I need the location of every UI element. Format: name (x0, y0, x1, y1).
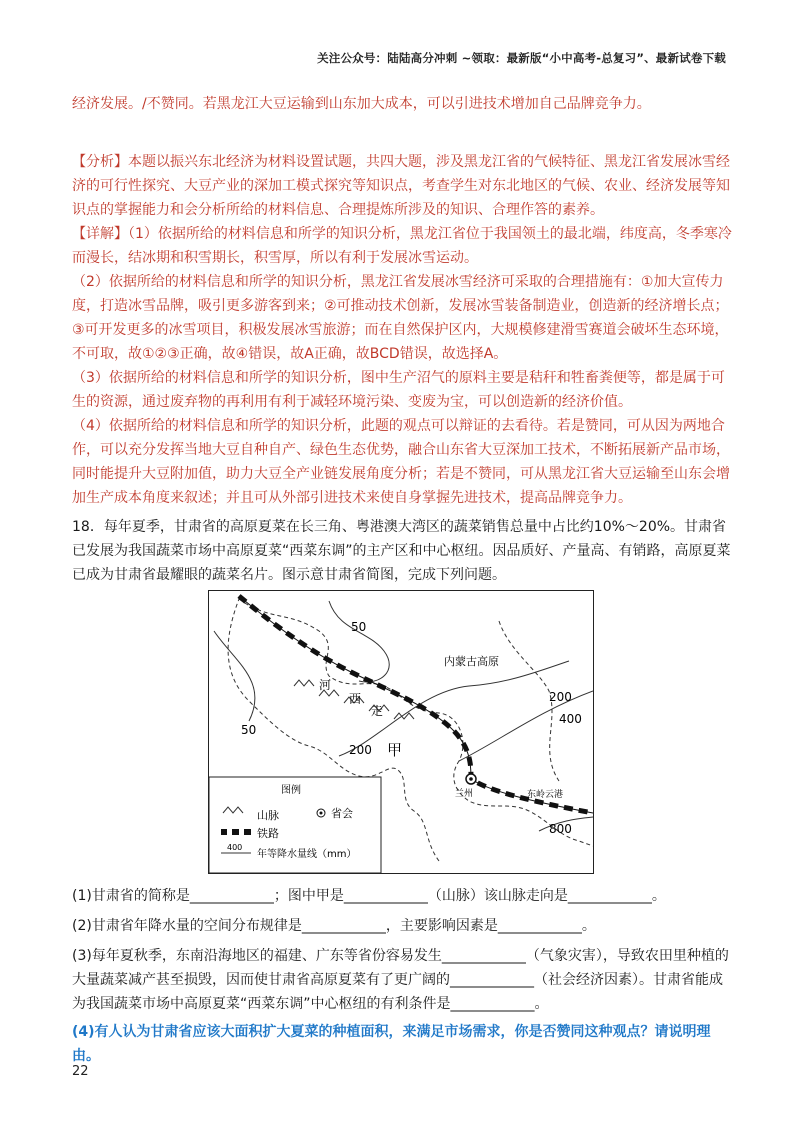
legend-isohyet: 年等降水量线（mm） (257, 849, 357, 860)
legend-mountain: 山脉 (257, 809, 279, 822)
q4: (4)有人认为甘肃省应该大面积扩大夏菜的种植面积，来满足市场需求，你是否赞同这种观点？请说明理由。 (72, 1024, 711, 1064)
question-18-subquestions (72, 884, 732, 1068)
map-svg (209, 591, 593, 873)
isohyet-value-50a: 50 (351, 620, 367, 634)
label-lanzhou: 兰州 (455, 789, 474, 799)
isohyet-value-200b: 200 (549, 690, 572, 704)
isohyet-400 (459, 691, 593, 761)
answer-tail: 经济发展。/不赞同。若黑龙江大豆运输到山东加大成本，可以引进技术增加自己品牌竞争力。 (72, 96, 651, 112)
analysis-text: 本题以振兴东北经济为材料设置试题，共四大题，涉及黑龙江省的气候特征、黑龙江省发展冰雪经济的可行性探究、大豆产业的深加工模式探究等知识点，考查学生对东北地区的气候、农业、经济发展等知识点的掌握能力和会分析所给的材料信息、合理提炼所涉及的知识、合理作答的素养。 (72, 154, 730, 218)
page-header: 关注公众号：陆陆高分冲刺 ~领取：最新版“小中高考-总复习”、最新试卷下载 (317, 51, 726, 65)
detail-p3: （3）依据所给的材料信息和所学的知识分析，图中生产沼气的原料主要是秸秆和牲畜粪便等，都是属于可生的资源，通过废弃物的再利用有利于减轻环境污染、变废为宝，可以创造新的经济价值。 (72, 370, 725, 410)
q2: (2)甘肃省年降水量的空间分布规律是____________，主要影响因素是____________。 (72, 918, 596, 934)
isohyet-value-800: 800 (549, 822, 572, 836)
label-zou: 西 (349, 692, 362, 706)
legend-isohyet-sample: 400 (227, 843, 243, 852)
page-number: 22 (72, 1064, 89, 1079)
label-neimenggu: 内蒙古高原 (444, 655, 499, 668)
map-legend (209, 777, 381, 873)
isohyet-value-200a: 200 (349, 743, 372, 757)
gansu-map (208, 590, 594, 874)
q3: (3)每年夏秋季，东南沿海地区的福建、广东等省份容易发生____________（气象灾害），导致农田里种植的大量蔬菜减产甚至损毁，因而使甘肃省高原夏菜有了更广阔的____________（社会经济因素）。甘肃省能成为我国蔬菜市场中高原夏菜“西菜东调”中心枢纽的有利条件是____________。 (72, 948, 729, 1012)
label-jia: 甲 (387, 741, 403, 759)
analysis-block (72, 150, 732, 510)
detail-p1: （1）依据所给的材料信息和所学的知识分析，黑龙江省位于我国领土的最北端，纬度高，冬季寒冷而漫长，结冰期和积雪期长，积雪厚，所以有利于发展冰雪运动。 (72, 226, 732, 266)
label-zhongguo: 东岭云港 (527, 790, 564, 800)
label-lang: 走 (371, 704, 384, 718)
isohyet-value-50b: 50 (241, 723, 257, 737)
legend-railway-icon (221, 829, 251, 835)
isohyet-value-400: 400 (559, 712, 582, 726)
isohyet-50 (329, 601, 389, 682)
detail-p2: （2）依据所给的材料信息和所学的知识分析，黑龙江省发展冰雪经济可采取的合理措施有：①加大宣传力度，打造冰雪品牌，吸引更多游客到来；②可推动技术创新，发展冰雪装备制造业，创造新的经济增长点；③可开发更多的冰雪项目，积极发展冰雪旅游；而在自然保护区内，大规模修建滑雪赛道会破坏生态环境，不可取，故①②③正确，故④错误，故A正确，故BCD错误，故选择A。 (72, 274, 729, 362)
q1: (1)甘肃省的简称是____________；图中甲是____________（山脉）该山脉走向是____________。 (72, 888, 666, 904)
question-18-intro: 18．每年夏季，甘肃省的高原夏菜在长三角、粤港澳大湾区的蔬菜销售总量中占比约10%～20%。甘肃省已发展为我国蔬菜市场中高原夏菜“西菜东调”的主产区和中心枢纽。因品质好、产量高、有销路，高原夏菜已成为甘肃省最耀眼的蔬菜名片。图示意甘肃省简图，完成下列问题。 (72, 519, 731, 583)
legend-capital: 省会 (331, 807, 353, 820)
isohyet-50b (214, 631, 255, 721)
legend-railway: 铁路 (257, 827, 279, 840)
detail-p4: （4）依据所给的材料信息和所学的知识分析，此题的观点可以辩证的去看待。若是赞同，可从因为两地合作，可以充分发挥当地大豆自种自产、绿色生态优势，融合山东省大豆深加工技术，不断拓展新产品市场，同时能提升大豆附加值，助力大豆全产业链发展角度分析；若是不赞同，可从黑龙江省大豆运输至山东会增加生产成本角度来叙述；并且可从外部引进技术来使自身掌握先进技术，提高品牌竞争力。 (72, 418, 730, 506)
label-hexi: 河 (319, 678, 332, 692)
legend-title: 图例 (281, 785, 301, 796)
analysis-label: 【分析】 (72, 154, 128, 170)
detail-label: 【详解】 (72, 226, 128, 242)
